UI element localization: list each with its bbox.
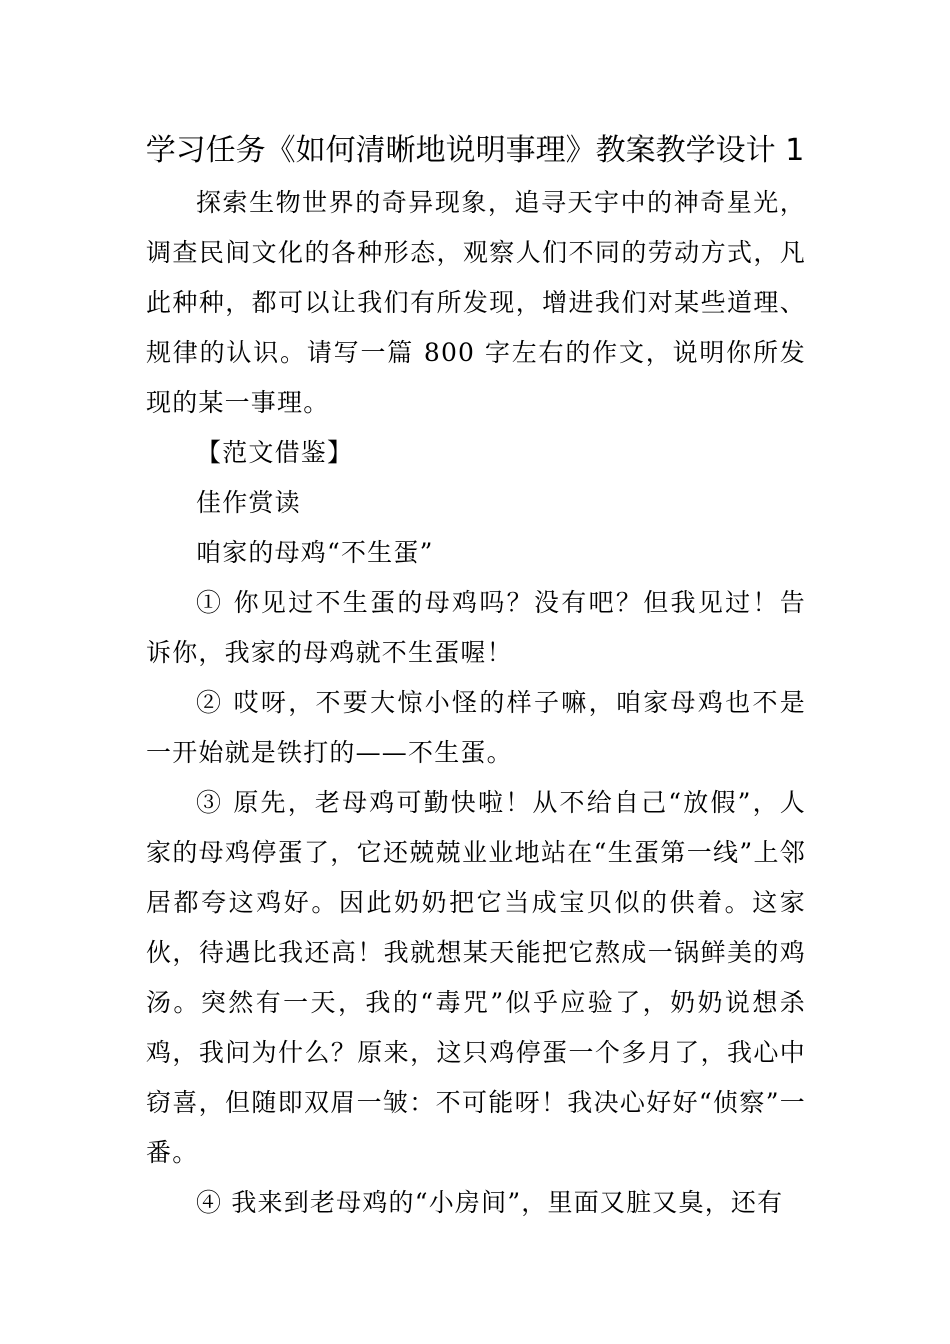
essay-paragraph-2: ② 哎呀，不要大惊小怪的样子嘛，咱家母鸡也不是一开始就是铁打的——不生蛋。 [146, 688, 806, 767]
subsection-heading: 佳作赏读 [196, 488, 301, 517]
essay-paragraph-3: ③ 原先，老母鸡可勤快啦！从不给自己“放假”，人家的母鸡停蛋了，它还兢兢业业地站在“生蛋第一线”上邻居都夸这鸡好。因此奶奶把它当成宝贝似的供着。这家伙，待遇比我还高！我就想某天能把它熬成一锅鲜美的鸡汤。突然有一天，我的“毒咒”似乎应验了，奶奶说想杀鸡，我问为什么？原来，这只鸡停蛋一个多月了，我心中窃喜，但随即双眉一皱：不可能呀！我决心好好“侦察”一番。 [146, 788, 806, 1167]
essay-paragraph-4: ④ 我来到老母鸡的“小房间”，里面又脏又臭，还有 [196, 1188, 784, 1217]
essay-paragraph-1: ① 你见过不生蛋的母鸡吗？没有吧？但我见过！告诉你，我家的母鸡就不生蛋喔！ [146, 588, 806, 667]
section-heading: 【范文借鉴】 [196, 438, 354, 467]
essay-title: 咱家的母鸡“不生蛋” [196, 538, 434, 567]
intro-paragraph: 探索生物世界的奇异现象，追寻天宇中的神奇星光，调查民间文化的各种形态，观察人们不同的劳动方式，凡此种种，都可以让我们有所发现，增进我们对某些道理、规律的认识。请写一篇 800 字左右的作文，说明你所发现的某一事理。 [146, 188, 806, 417]
document-title: 学习任务《如何清晰地说明事理》教案教学设计 1 [145, 133, 805, 168]
document-body [146, 178, 806, 1228]
